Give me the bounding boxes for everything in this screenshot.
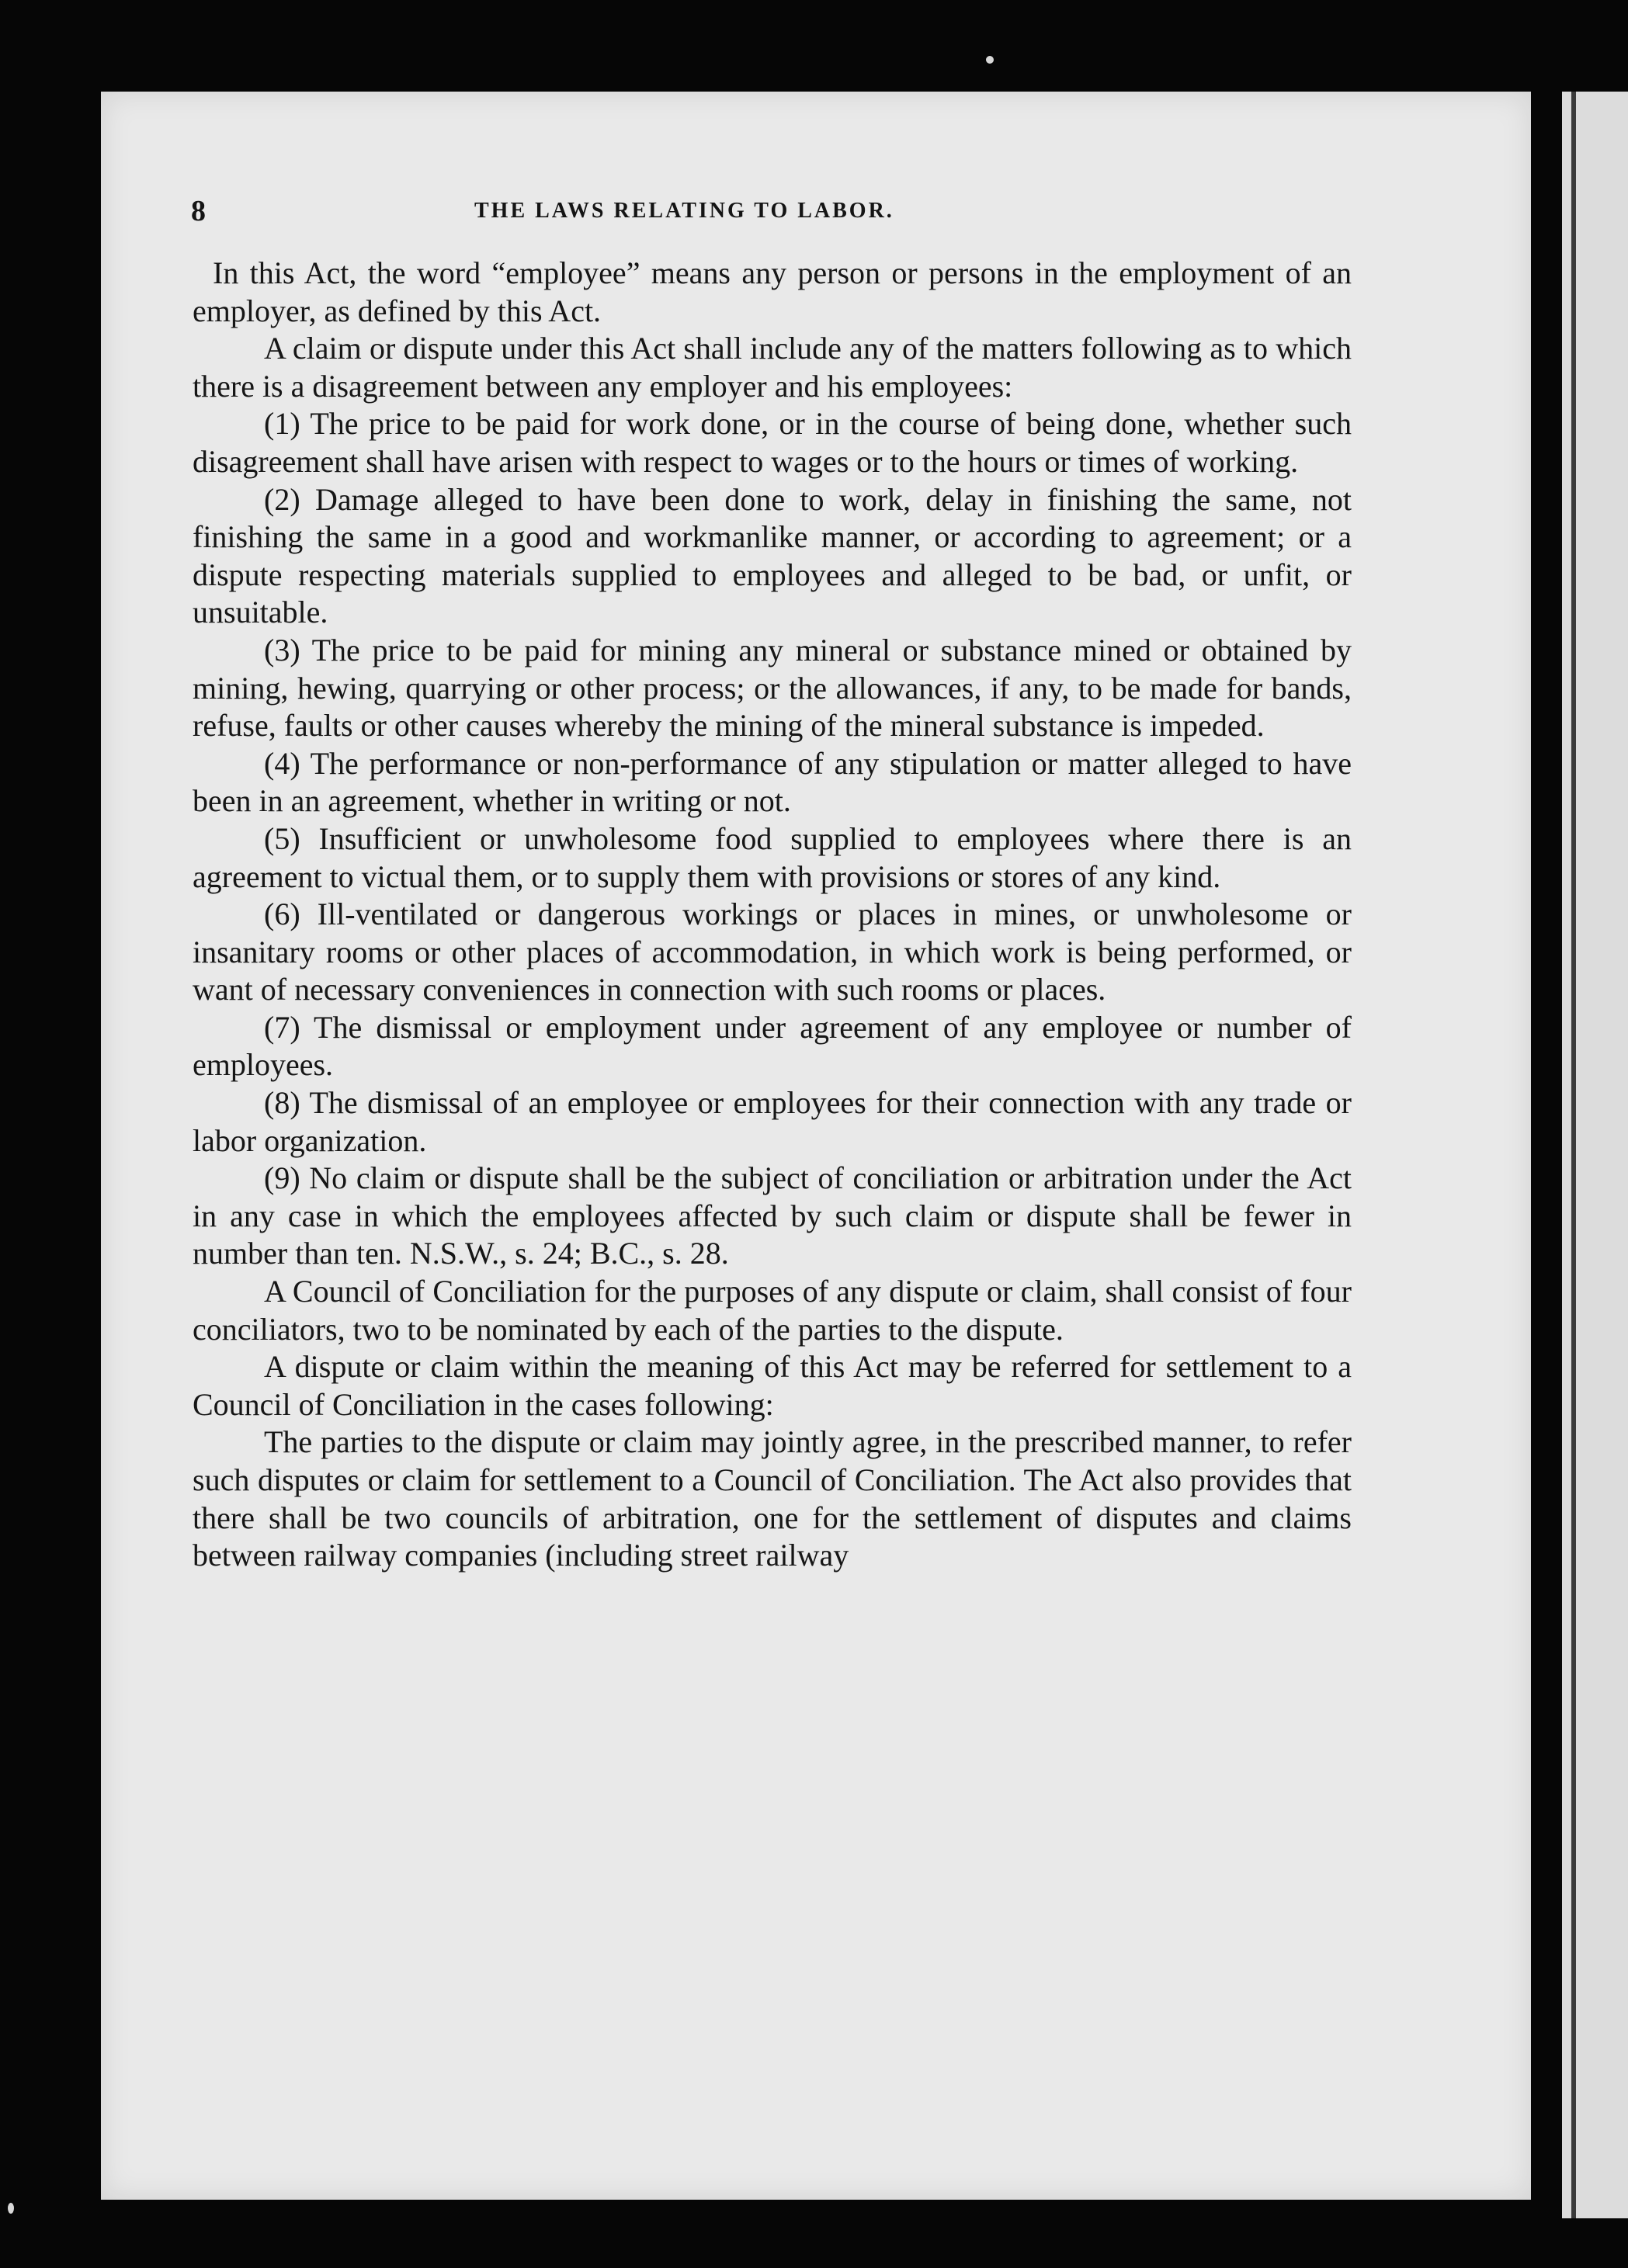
page-number: 8 bbox=[191, 195, 206, 227]
paragraph-item-4: (4) The performance or non-performance of any stipulation or matter alleged to have been in an agreement, whether in writing or not. bbox=[193, 745, 1352, 819]
facing-page-edge bbox=[1562, 92, 1628, 2218]
paragraph-item-8: (8) The dismissal of an employee or employees for their connection with any trade or labor organization. bbox=[193, 1085, 1352, 1158]
paragraph-item-5: (5) Insufficient or unwholesome food supplied to employees where there is an agreement to victual them, or to supply them with provisions or stores of any kind. bbox=[193, 820, 1352, 894]
page-header bbox=[191, 194, 1356, 241]
paragraph-item-1: (1) The price to be paid for work done, or in the course of being done, whether such disagreement shall have arisen with respect to wages or to the hours or times of working. bbox=[193, 406, 1352, 479]
paragraph-joint-agreement: The parties to the dispute or claim may jointly agree, in the prescribed manner, to refer such disputes or claim for settlement to a Council of Conciliation. The Act also provides that there shall be two councils of arbitration, one for the settlement of disputes and claims between railway companies (including street railway bbox=[193, 1424, 1352, 1573]
page-gutter bbox=[1571, 92, 1576, 2218]
paragraph-claim-or-dispute: A claim or dispute under this Act shall include any of the matters following as to which there is a disagreement between any employer and his employees: bbox=[193, 331, 1352, 404]
paragraph-referral: A dispute or claim within the meaning of this Act may be referred for settlement to a Council of Conciliation in the cases following: bbox=[193, 1349, 1352, 1422]
paragraph-definition-employee: In this Act, the word “employee” means any person or persons in the employment of an employer, as defined by this Act. bbox=[193, 255, 1352, 328]
body-text bbox=[193, 255, 1352, 1575]
running-title: THE LAWS RELATING TO LABOR. bbox=[474, 199, 894, 223]
paragraph-item-9: (9) No claim or dispute shall be the subject of conciliation or arbitration under the Act in any case in which the employees affected by such claim or dispute shall be fewer in number than ten. N.S.W., s. 24; B.C., s. 28. bbox=[193, 1160, 1352, 1271]
paragraph-item-7: (7) The dismissal or employment under agreement of any employee or number of employees. bbox=[193, 1009, 1352, 1083]
scan-speck bbox=[8, 2203, 14, 2214]
paragraph-item-2: (2) Damage alleged to have been done to work, delay in finishing the same, not finishing the same in a good and workmanlike manner, or according to agreement; or a dispute respecting materials supplied to employees and alleged to be bad, or unfit, or unsuitable. bbox=[193, 481, 1352, 630]
paragraph-item-6: (6) Ill-ventilated or dangerous workings or places in mines, or unwholesome or insanitary rooms or other places of accommodation, in which work is being performed, or want of necessary conveniences in connection with such rooms or places. bbox=[193, 896, 1352, 1007]
paragraph-item-3: (3) The price to be paid for mining any mineral or substance mined or obtained by mining, hewing, quarrying or other process; or the allowances, if any, to be made for bands, refuse, faults or other causes whereby the mining of the mineral substance is impeded. bbox=[193, 632, 1352, 744]
paragraph-council-of-conciliation: A Council of Conciliation for the purposes of any dispute or claim, shall consist of four conciliators, two to be nominated by each of the parties to the dispute. bbox=[193, 1274, 1352, 1347]
scan-speck bbox=[986, 56, 994, 64]
